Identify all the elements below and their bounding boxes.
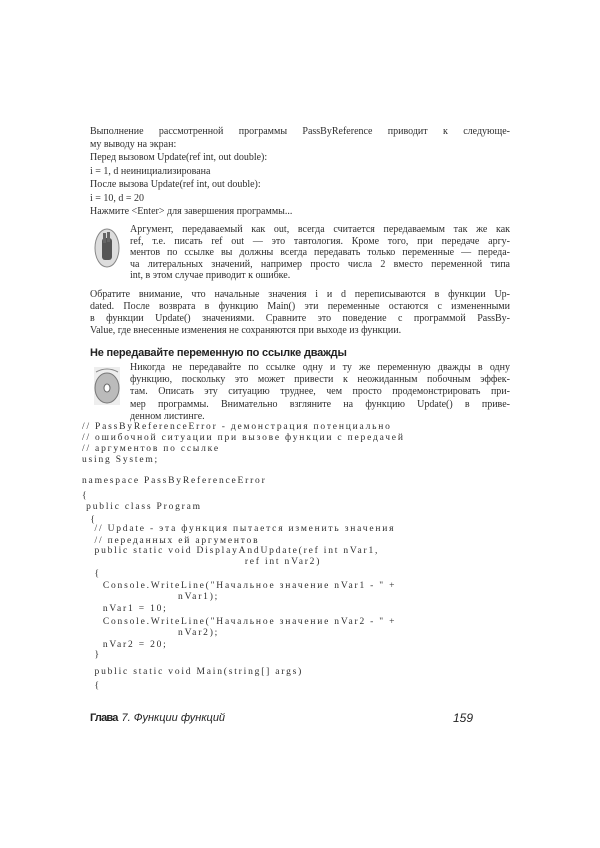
code-line: public static void DisplayAndUpdate(ref int nVar1, (82, 546, 380, 556)
text-line: Никогда не передавайте по ссылке одну и ту же переменную дважды в одну (130, 362, 510, 373)
code-line: { (82, 515, 97, 525)
text-line: dated. После возврата в функцию Main() эти переменные остаются с измененными (90, 301, 510, 312)
code-line: // переданных ей аргументов (82, 536, 260, 546)
code-line: // PassByReferenceError - демонстрация потенциально (82, 422, 392, 432)
text-line: После вызова Update(ref int, out double): (90, 179, 261, 190)
text-line: Обратите внимание, что начальные значения i и d переписываются в функции Up- (90, 289, 510, 300)
text-line: ref, т.е. писать ref out — это тавтология. Кроме того, при передаче аргу- (130, 235, 510, 247)
code-line: public static void Main(string[] args) (82, 667, 304, 677)
code-line: ref int nVar2) (82, 557, 322, 567)
code-line: { (82, 491, 89, 501)
cd-disc-icon (93, 366, 119, 406)
text-line: ментов по ссылке вы должны всегда передавать только переменные — переда- (130, 247, 510, 258)
code-line: namespace PassByReferenceError (82, 476, 267, 486)
page-number: 159 (453, 711, 474, 725)
code-line: } (82, 650, 101, 660)
code-line: Console.WriteLine("Начальное значение nVar1 - " + (82, 581, 397, 591)
text-line: денном листинге. (130, 410, 205, 422)
code-line: nVar1); (82, 592, 220, 602)
text-line: Выполнение рассмотренной программы PassByReference приводит к следующе- (90, 126, 510, 137)
text-line: му выводу на экран: (90, 139, 177, 150)
code-line: // ошибочной ситуации при вызове функции с передачей (82, 433, 405, 443)
text-line: Перед вызовом Update(ref int, out double): (90, 152, 268, 163)
text-line: i = 1, d неинициализирована (90, 165, 211, 177)
text-line: Аргумент, передаваемый как out, всегда считается передаваемым так же как (130, 224, 510, 235)
text-line: мер программы. Внимательно взгляните на функцию Update() в приве- (130, 398, 510, 410)
text-line: i = 10, d = 20 (90, 192, 145, 204)
code-line: nVar1 = 10; (82, 604, 168, 614)
running-footer (90, 712, 225, 724)
code-line: { (82, 681, 101, 691)
code-line: { (82, 569, 101, 579)
code-line: nVar2 = 20; (82, 640, 168, 650)
text-line: функцию, поскольку это может привести к неожиданным побочным эффек- (130, 374, 510, 386)
hand-note-icon (94, 228, 120, 268)
code-line: using System; (82, 455, 159, 465)
code-line: public class Program (82, 502, 202, 512)
chapter-title: 7. Функции функций (121, 712, 226, 724)
text-line: Нажмите <Enter> для завершения программы... (90, 206, 293, 217)
code-line: Console.WriteLine("Начальное значение nVar2 - " + (82, 617, 397, 627)
text-line: там. Описать эту ситуацию труднее, чем просто продемонстрировать при- (130, 386, 510, 398)
text-line: ча литеральных значений, например просто числа 2 вместо переменной типа (130, 258, 510, 270)
code-line: nVar2); (82, 628, 220, 638)
text-line: Value, где внесенные изменения не сохраняются при выходе из функции. (90, 325, 402, 336)
code-line: // аргументов по ссылке (82, 444, 220, 454)
chapter-label: Глава (90, 712, 118, 724)
section-heading: Не передавайте переменную по ссылке дважды (90, 347, 347, 359)
text-line: int, в этом случае приводит к ошибке. (130, 270, 291, 281)
text-line: в функции Update() значениями. Сравните это поведение с программой PassBy- (90, 313, 510, 324)
code-line: // Update - эта функция пытается изменить значения (82, 524, 396, 534)
